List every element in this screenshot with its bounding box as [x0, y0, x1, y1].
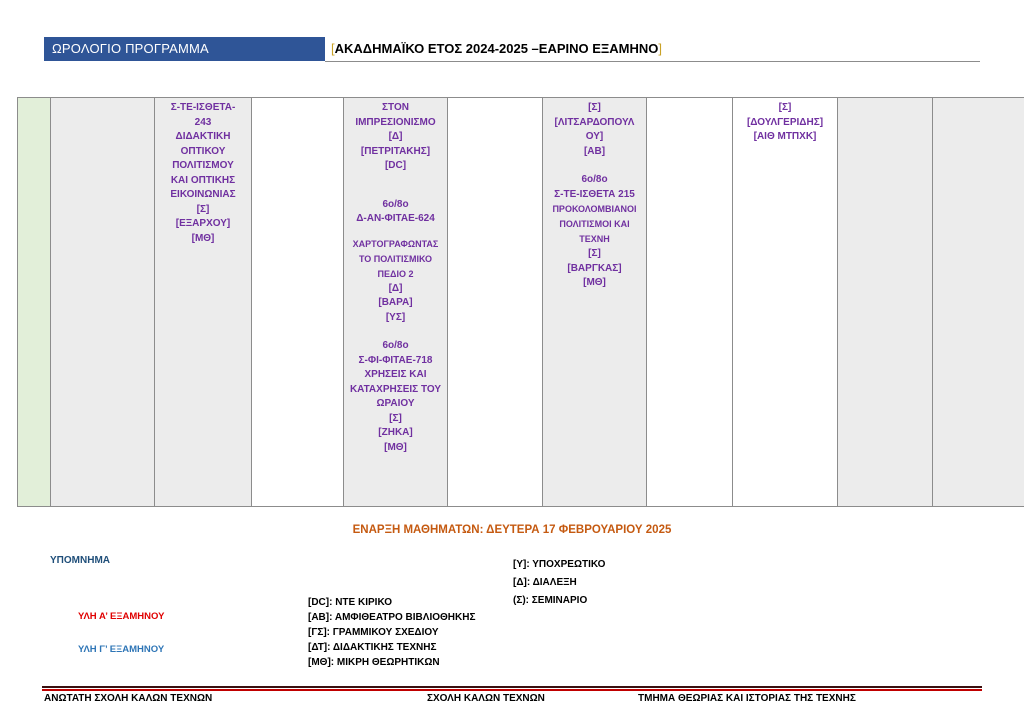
text-line: [ΑΒ]	[583, 145, 606, 157]
course-cell-col6[interactable]	[543, 101, 646, 291]
timetable-column-1	[51, 98, 155, 506]
course-block-uses-of-beauty	[344, 339, 447, 455]
course-cell-col8[interactable]	[733, 101, 837, 145]
start-date: ΕΝΑΡΞΗ ΜΑΘΗΜΑΤΩΝ: ΔΕΥΤΕΡΑ 17 ΦΕΒΡΟΥΑΡΙΟΥ 2025	[352, 524, 672, 536]
text-line: [DC]: ΝΤΕ ΚΙΡΙΚΟ	[308, 597, 392, 608]
text-line: [ΔΟΥΛΓΕΡΙΔΗΣ]	[746, 116, 824, 128]
text-line: ΤΟ ΠΟΛΙΤΙΣΜΙΚΟ	[358, 253, 433, 264]
text-line: [ΓΣ]: ΓΡΑΜΜΙΚΟΥ ΣΧΕΔΙΟΥ	[308, 627, 439, 638]
text-line: 6ο/8ο	[581, 174, 608, 185]
course-block-precolumbian-head	[543, 173, 646, 202]
timetable-column-3	[252, 98, 344, 506]
bracket-close: ]	[658, 41, 662, 56]
text-line: ΧΑΡΤΟΓΡΑΦΩΝΤΑΣ	[352, 238, 439, 249]
text-line: ΣΤΟΝ	[382, 102, 409, 113]
text-line: [Σ]	[588, 248, 601, 259]
text-line: ΠΟΛΙΤΙΣΜΟΙ ΚΑΙ	[559, 219, 630, 229]
text-line: [Σ]	[196, 203, 210, 215]
text-line: ΔΙΔΑΚΤΙΚΗ	[175, 131, 231, 142]
footer-institution: ΑΝΩΤΑΤΗ ΣΧΟΛΗ ΚΑΛΩΝ ΤΕΧΝΩΝ	[44, 693, 213, 704]
text-line: ΠΡΟΚΟΛΟΜΒΙΑΝΟΙ	[552, 204, 637, 214]
text-line: [Σ]	[778, 102, 792, 113]
bracket-open: [	[331, 41, 335, 56]
course-type-legend	[513, 556, 605, 610]
footer-rule-red	[42, 689, 982, 691]
course-block-doulgeridis	[733, 101, 837, 145]
text-line: [ΖΗΚΑ]	[378, 427, 413, 438]
course-block-precolumbian-tail	[543, 247, 646, 291]
timetable-column-10	[933, 98, 1024, 506]
text-line: [ΕΞΑΡΧΟΥ]	[175, 218, 231, 229]
course-cell-col4[interactable]	[344, 101, 447, 455]
page-title: ΩΡΟΛΟΓΙΟ ΠΡΟΓΡΑΜΜΑ	[44, 37, 325, 61]
text-line: ΤΕΧΝΗ	[579, 234, 610, 244]
text-line: ΚΑΤΑΧΡΗΣΕΙΣ ΤΟΥ	[349, 383, 442, 395]
room-legend	[308, 595, 475, 670]
text-line: [ΑΒ]: ΑΜΦΙΘΕΑΤΡΟ ΒΙΒΛΙΟΘΗΚΗΣ	[308, 612, 476, 623]
text-line: [Σ]	[588, 102, 601, 113]
text-line: ΙΜΠΡΕΣΙΟΝΙΣΜΟ	[355, 116, 436, 128]
legend-title: ΥΠΟΜΝΗΜΑ	[50, 555, 110, 566]
text-line: ΧΡΗΣΕΙΣ ΚΑΙ	[364, 369, 427, 380]
timetable-grid	[17, 97, 1024, 507]
footer-rule-dark	[42, 686, 982, 688]
course-block-mapping-head	[344, 198, 447, 227]
header-rule	[325, 61, 980, 62]
text-line: ΩΡΑΙΟΥ	[376, 398, 415, 409]
course-block-mapping-title	[344, 237, 447, 282]
text-line: [Δ]: ΔΙΑΛΕΞΗ	[513, 577, 577, 588]
timetable-column-2	[155, 98, 252, 506]
academic-year-label	[331, 40, 662, 58]
text-line: ΕΙΚΟΙΝΩΝΙΑΣ	[170, 189, 236, 200]
course-block-precolumbian-title	[543, 202, 646, 247]
text-line: (Σ): ΣΕΜΙΝΑΡΙΟ	[513, 595, 588, 606]
text-line: [ΠΕΤΡΙΤΑΚΗΣ]	[360, 145, 431, 157]
text-line: ΟΠΤΙΚΟΥ	[180, 145, 226, 157]
course-block-mapping-tail	[344, 282, 447, 326]
text-line: [Δ]	[388, 282, 403, 294]
text-line: 6ο/8ο	[382, 198, 409, 210]
footer-school: ΣΧΟΛΗ ΚΑΛΩΝ ΤΕΧΝΩΝ	[427, 693, 545, 704]
text-line: [ΒΑΡΑ]	[378, 297, 413, 308]
text-line: [ΑΙΘ ΜΤΠΧΚ]	[753, 131, 817, 142]
timetable-column-0	[18, 98, 51, 506]
text-line: [ΜΘ]	[583, 277, 606, 288]
timetable-column-9	[838, 98, 933, 506]
text-line: ΚΑΙ ΟΠΤΙΚΗΣ	[170, 174, 236, 186]
text-line: [ΜΘ]	[384, 441, 407, 453]
text-line: [Σ]	[389, 412, 402, 424]
text-line: [ΔΤ]: ΔΙΔΑΚΤΙΚΗΣ ΤΕΧΝΗΣ	[308, 642, 437, 653]
text-line: [Δ]	[388, 131, 403, 142]
text-line: [ΜΘ]: ΜΙΚΡΗ ΘΕΩΡΗΤΙΚΩΝ	[308, 657, 440, 668]
footer-department: ΤΜΗΜΑ ΘΕΩΡΙΑΣ ΚΑΙ ΙΣΤΟΡΙΑΣ ΤΗΣ ΤΕΧΝΗΣ	[638, 693, 856, 704]
text-line: [ΛΙΤΣΑΡΔΟΠΟΥΛ	[554, 116, 635, 128]
text-line: Σ-ΤΕ-ΙΣΘΕΤΑ 215	[554, 188, 635, 200]
text-line: [ΜΘ]	[191, 232, 215, 244]
timetable-column-4	[344, 98, 448, 506]
text-line: [DC]	[384, 160, 407, 171]
text-line: [ΒΑΡΓΚΑΣ]	[567, 262, 622, 274]
text-line: ΟΥ]	[585, 131, 604, 142]
text-line: 6ο/8ο	[382, 340, 409, 351]
timetable-column-7	[647, 98, 733, 506]
timetable-column-5	[448, 98, 543, 506]
text-line: ΠΕΔΙΟ 2	[377, 268, 414, 279]
text-line: ΠΟΛΙΤΙΣΜΟΥ	[172, 160, 234, 171]
course-cell-col2[interactable]	[155, 101, 251, 246]
timetable-column-6	[543, 98, 647, 506]
text-line: Σ-ΤΕ-ΙΣΘΕΤΑ-	[170, 102, 236, 113]
course-block-impressionism	[344, 101, 447, 174]
text-line: [Υ]: ΥΠΟΧΡΕΩΤΙΚΟ	[513, 559, 606, 570]
academic-year-text: ΑΚΑΔΗΜΑΪΚΟ ΕΤΟΣ 2024-2025 –ΕΑΡΙΝΟ ΕΞΑΜΗΝΟ	[334, 41, 659, 56]
text-line: Σ-ΦΙ-ΦΙΤΑΕ-718	[358, 354, 433, 366]
text-line: [ΥΣ]	[385, 311, 406, 323]
semester-c-label: ΥΛΗ Γ’ ΕΞΑΜΗΝΟΥ	[78, 644, 165, 655]
timetable-column-8	[733, 98, 838, 506]
course-block-litsardopoulou	[543, 101, 646, 159]
semester-a-label: ΥΛΗ Α’ ΕΞΑΜΗΝΟΥ	[78, 611, 165, 622]
text-line: 243	[194, 116, 212, 128]
text-line: Δ-ΑΝ-ΦΙΤΑΕ-624	[356, 213, 435, 224]
